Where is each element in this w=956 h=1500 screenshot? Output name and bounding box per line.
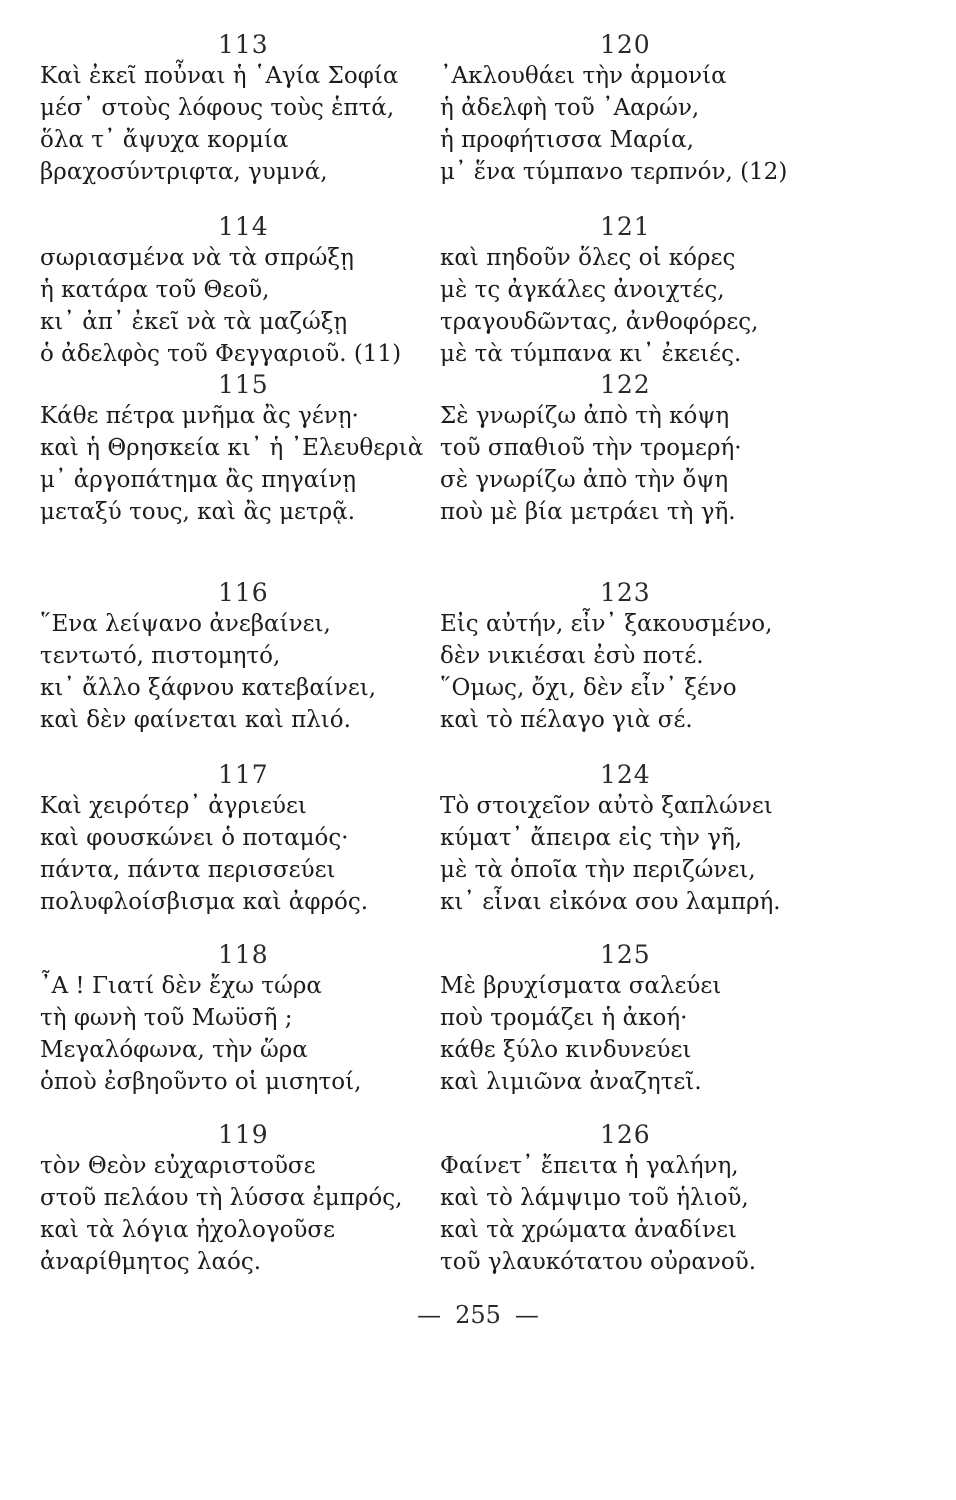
- stanza-lines: [400, 970, 956, 1098]
- verse-line: τὸν Θεὸν εὐχαριστοῦσε: [40, 1153, 316, 1179]
- verse-line: ὁποὺ ἐσβηοῦντο οἱ μισητοί,: [40, 1069, 362, 1095]
- verse-line: καὶ φουσκώνει ὁ ποταμός·: [40, 825, 349, 851]
- stanza-number: 120: [600, 30, 651, 59]
- verse-line: Φαίνετ᾽ ἔπειτα ἡ γαλήνη,: [440, 1153, 739, 1179]
- stanza-lines: [0, 970, 440, 1098]
- stanza-lines: [400, 790, 956, 918]
- stanza-number: 122: [600, 370, 651, 399]
- stanza-number: 126: [600, 1120, 651, 1149]
- verse-line: κύματ᾽ ἄπειρα εἰς τὴν γῆ,: [440, 825, 743, 851]
- verse-line: στοῦ πελάου τὴ λύσσα ἐμπρός,: [40, 1185, 403, 1211]
- stanza-119: [0, 1120, 440, 1278]
- verse-line: ῏Α ! Γιατί δὲν ἔχω τώρα: [40, 973, 322, 999]
- stanza-125: [400, 940, 956, 1098]
- stanza-number: 124: [600, 760, 651, 789]
- stanza-123: [400, 578, 956, 736]
- footer-dash-right: —: [514, 1301, 539, 1329]
- verse-line: ποὺ μὲ βία μετράει τὴ γῆ.: [440, 499, 736, 525]
- verse-line: Μεγαλόφωνα, τὴν ὥρα: [40, 1037, 308, 1063]
- verse-line: ἡ κατάρα τοῦ Θεοῦ,: [40, 277, 270, 303]
- verse-line: καὶ ἡ Θρησκεία κι᾽ ἡ ᾽Ελευθεριὰ: [40, 435, 424, 461]
- verse-line: ᾽Ακλουθάει τὴν ἁρμονία: [440, 63, 727, 89]
- verse-line: Εἰς αὐτήν, εἶν᾽ ξακουσμένο,: [440, 611, 773, 637]
- stanza-120: [400, 30, 956, 188]
- stanza-121: [400, 212, 956, 370]
- verse-line: ῞Ενα λείψανο ἀνεβαίνει,: [40, 611, 331, 637]
- verse-line: μὲ τὰ τύμπανα κι᾽ ἐκειές.: [440, 341, 742, 367]
- verse-line: τὴ φωνὴ τοῦ Μωϋσῆ ;: [40, 1005, 293, 1031]
- verse-line: ἡ προφήτισσα Μαρία,: [440, 127, 694, 153]
- verse-line: κι᾽ ἄλλο ξάφνου κατεβαίνει,: [40, 675, 377, 701]
- verse-line: τεντωτό, πιστομητό,: [40, 643, 281, 669]
- verse-line: Σὲ γνωρίζω ἀπὸ τὴ κόψη: [440, 403, 730, 429]
- stanza-lines: [0, 1150, 440, 1278]
- verse-line: δὲν νικιέσαι ἐσὺ ποτέ.: [440, 643, 704, 669]
- verse-line: τραγουδῶντας, ἀνθοφόρες,: [440, 309, 759, 335]
- verse-line: ῞Ομως, ὄχι, δὲν εἶν᾽ ξένο: [440, 675, 737, 701]
- stanza-number: 117: [218, 760, 269, 789]
- verse-line: μέσ᾽ στοὺς λόφους τοὺς ἑπτά,: [40, 95, 395, 121]
- stanza-lines: [0, 790, 440, 918]
- stanza-114: [0, 212, 440, 370]
- verse-line: ποὺ τρομάζει ἡ ἀκοή·: [440, 1005, 688, 1031]
- verse-line: καὶ τὰ λόγια ἠχολογοῦσε: [40, 1217, 336, 1243]
- stanza-number: 116: [218, 578, 269, 607]
- stanza-number: 118: [218, 940, 269, 969]
- verse-line: Μὲ βρυχίσματα σαλεύει: [440, 973, 722, 999]
- stanza-115: [0, 370, 440, 528]
- stanza-number: 119: [218, 1120, 269, 1149]
- verse-line: μεταξύ τους, καὶ ἂς μετρᾷ.: [40, 499, 356, 525]
- stanza-lines: [400, 608, 956, 736]
- verse-line: πολυφλοίσβισμα καὶ ἀφρός.: [40, 889, 369, 915]
- verse-line: μὲ τς ἀγκάλες ἀνοιχτές,: [440, 277, 725, 303]
- stanza-lines: [400, 242, 956, 370]
- stanza-lines: [400, 60, 956, 188]
- stanza-number: 125: [600, 940, 651, 969]
- verse-line: πάντα, πάντα περισσεύει: [40, 857, 336, 883]
- verse-line: καὶ τὰ χρώματα ἀναδίνει: [440, 1217, 737, 1243]
- stanza-116: [0, 578, 440, 736]
- verse-line: ἀναρίθμητος λαός.: [40, 1249, 262, 1275]
- verse-line: βραχοσύντριφτα, γυμνά,: [40, 159, 328, 185]
- stanza-118: [0, 940, 440, 1098]
- verse-line: ὁ ἀδελφὸς τοῦ Φεγγαριοῦ. (11): [40, 341, 402, 367]
- stanza-124: [400, 760, 956, 918]
- verse-line: σωριασμένα νὰ τὰ σπρώξῃ: [40, 245, 354, 271]
- verse-line: μ᾽ ἀργοπάτημα ἂς πηγαίνῃ: [40, 467, 357, 493]
- verse-line: κι᾽ εἶναι εἰκόνα σου λαμπρή.: [440, 889, 781, 915]
- stanza-113: [0, 30, 440, 188]
- verse-line: ἡ ἀδελφὴ τοῦ ᾽Ααρών,: [440, 95, 700, 121]
- verse-line: καὶ λιμιῶνα ἀναζητεῖ.: [440, 1069, 702, 1095]
- page-number: 255: [455, 1301, 501, 1329]
- stanza-lines: [0, 400, 440, 528]
- verse-line: κάθε ξύλο κινδυνεύει: [440, 1037, 692, 1063]
- verse-line: Καὶ ἐκεῖ ποὖναι ἡ ῾Αγία Σοφία: [40, 63, 399, 89]
- stanza-lines: [0, 242, 440, 370]
- verse-line: καὶ τὸ λάμψιμο τοῦ ἡλιοῦ,: [440, 1185, 749, 1211]
- verse-line: μὲ τὰ ὁποῖα τὴν περιζώνει,: [440, 857, 756, 883]
- verse-line: καὶ πηδοῦν ὅλες οἱ κόρες: [440, 245, 736, 271]
- stanza-126: [400, 1120, 956, 1278]
- verse-line: Καὶ χειρότερ᾽ ἀγριεύει: [40, 793, 307, 819]
- stanza-number: 121: [600, 212, 651, 241]
- footer-dash-left: —: [417, 1301, 442, 1329]
- verse-line: σὲ γνωρίζω ἀπὸ τὴν ὄψη: [440, 467, 729, 493]
- stanza-number: 123: [600, 578, 651, 607]
- verse-line: Τὸ στοιχεῖον αὐτὸ ξαπλώνει: [440, 793, 773, 819]
- verse-line: κι᾽ ἀπ᾽ ἐκεῖ νὰ τὰ μαζώξῃ: [40, 309, 348, 335]
- stanza-117: [0, 760, 440, 918]
- verse-line: μ᾽ ἕνα τύμπανο τερπνόν, (12): [440, 159, 788, 185]
- stanza-number: 115: [218, 370, 269, 399]
- stanza-number: 114: [218, 212, 269, 241]
- stanza-lines: [400, 1150, 956, 1278]
- stanza-lines: [0, 608, 440, 736]
- verse-line: ὅλα τ᾽ ἄψυχα κορμία: [40, 127, 289, 153]
- stanza-122: [400, 370, 956, 528]
- verse-line: καὶ δὲν φαίνεται καὶ πλιό.: [40, 707, 351, 733]
- stanza-number: 113: [218, 30, 269, 59]
- stanza-lines: [400, 400, 956, 528]
- verse-line: τοῦ γλαυκότατου οὐρανοῦ.: [440, 1249, 757, 1275]
- stanza-lines: [0, 60, 440, 188]
- verse-line: τοῦ σπαθιοῦ τὴν τρομερή·: [440, 435, 742, 461]
- verse-line: καὶ τὸ πέλαγο γιὰ σέ.: [440, 707, 693, 733]
- verse-line: Κάθε πέτρα μνῆμα ἂς γένῃ·: [40, 403, 359, 429]
- page-footer: [0, 1300, 956, 1330]
